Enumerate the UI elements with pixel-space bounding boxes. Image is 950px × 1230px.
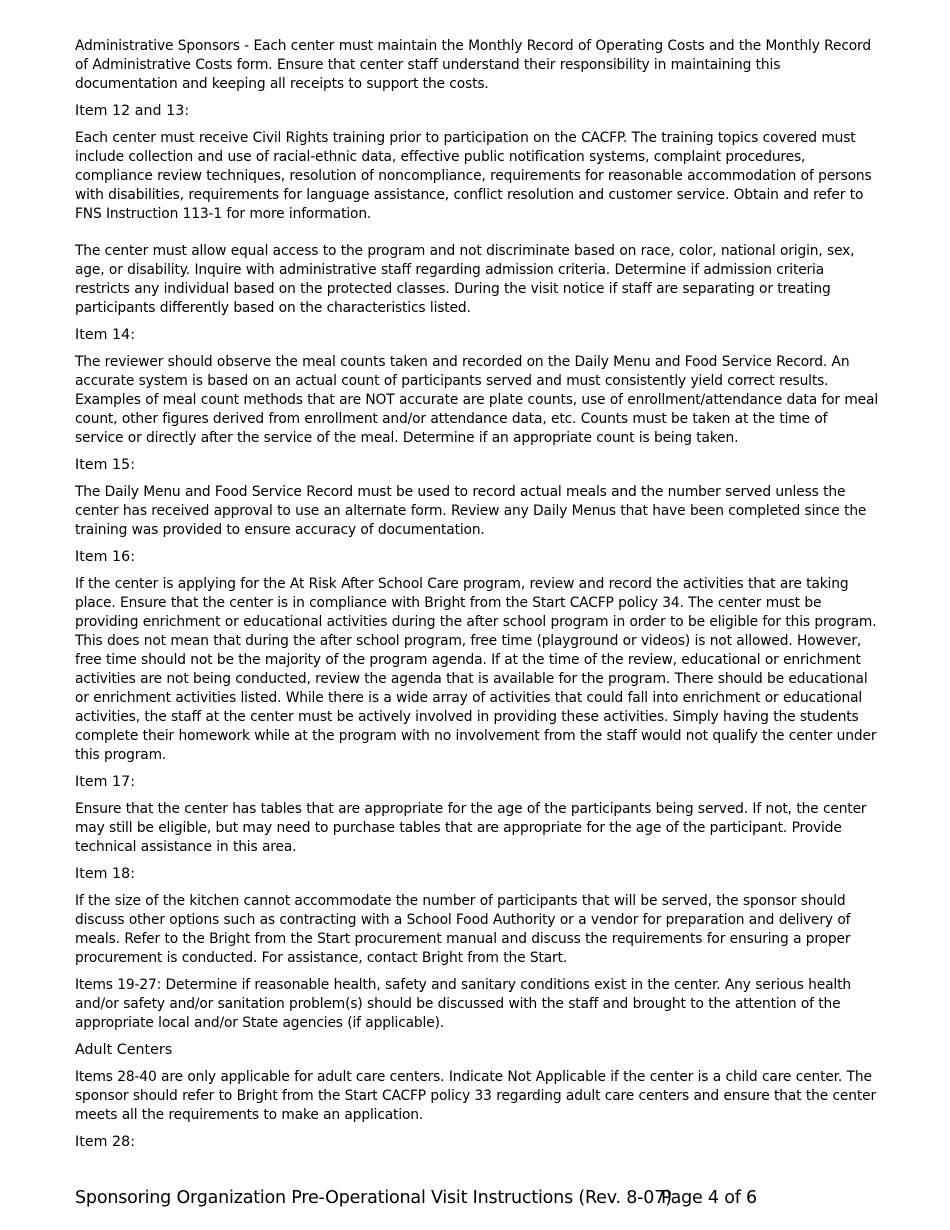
section-heading-item-28: Item 28: [75,1134,136,1150]
footer-title: Sponsoring Organization Pre-Operational Visit Instructions (Rev. 8-07) [75,1188,672,1208]
kitchen-paragraph: If the size of the kitchen cannot accommodate the number of participants that will be served, the sponsor should discuss other options such as contracting with a School Food Authority or a vendor for preparation and delivery of meals. Refer to the Bright from the Start procurement manual and discuss the requirements for ensuring a proper procurement is conducted. For assistance, contact Bright from the Start. [75,893,851,966]
daily-menu-paragraph: The Daily Menu and Food Service Record must be used to record actual meals and the number served unless the center has received approval to use an alternate form. Review any Daily Menus that have been completed since the training was provided to ensure accuracy of documentation. [75,484,867,538]
tables-paragraph: Ensure that the center has tables that are appropriate for the age of the participants being served. If not, the center may still be eligible, but may need to purchase tables that are appropriate for the age of the participant. Provide technical assistance in this area. [75,801,867,855]
civil-rights-paragraph: Each center must receive Civil Rights training prior to participation on the CACFP. The training topics covered must include collection and use of racial-ethnic data, effective public notification systems, complaint procedures, compliance review techniques, resolution of noncompliance, requirements for reasonable accommodation of persons with disabilities, requirements for language assistance, conflict resolution and customer service. Obtain and refer to FNS Instruction 113-1 for more information. [75,130,872,222]
at-risk-paragraph: If the center is applying for the At Risk After School Care program, review and record the activities that are taking place. Ensure that the center is in compliance with Bright from the Start CACFP policy 34. The center must be providing enrichment or educational activities during the after school program in order to be eligible for this program. This does not mean that during the after school program, free time (playground or videos) is not allowed. However, free time should not be the majority of the program agenda. If at the time of the review, educational or enrichment activities are not being conducted, review the agenda that is available for the program. There should be educational or enrichment activities listed. While there is a wide array of activities that could fall into enrichment or educational activities, the staff at the center must be actively involved in providing these activities. Simply having the students complete their homework while at the program with no involvement from the staff would not qualify the center under this program. [75,576,877,763]
section-heading-item-15: Item 15: [75,457,136,473]
intro-paragraph: Administrative Sponsors - Each center must maintain the Monthly Record of Operating Costs and the Monthly Record of Administrative Costs form. Ensure that center staff understand their responsibility in maintaining this documentation and keeping all receipts to support the costs. [75,38,871,92]
document-body [75,37,880,1160]
section-heading-item-17: Item 17: [75,774,136,790]
items-19-27-paragraph: Items 19-27: Determine if reasonable health, safety and sanitary conditions exist in the center. Any serious health and/or safety and/or sanitation problem(s) should be discussed with the staff and brought to the attention of the appropriate local and/or State agencies (if applicable). [75,977,851,1031]
meal-count-paragraph: The reviewer should observe the meal counts taken and recorded on the Daily Menu and Food Service Record. An accurate system is based on an actual count of participants served and must consistently yield correct results. Examples of meal count methods that are NOT accurate are plate counts, use of enrollment/attendance data for meal count, other figures derived from enrollment and/or attendance data, etc. Counts must be taken at the time of service or directly after the service of the meal. Determine if an appropriate count is being taken. [75,354,879,446]
page-number: Page 4 of 6 [661,1188,757,1208]
section-heading-item-12-13: Item 12 and 13: [75,103,190,119]
page-footer [75,1186,875,1210]
equal-access-paragraph: The center must allow equal access to the program and not discriminate based on race, color, national origin, sex, age, or disability. Inquire with administrative staff regarding admission criteria. Determine if admission criteria restricts any individual based on the protected classes. During the visit notice if staff are separating or treating participants differently based on the characteristics listed. [75,243,855,316]
section-heading-item-14: Item 14: [75,327,136,343]
section-heading-item-18: Item 18: [75,866,136,882]
section-heading-item-16: Item 16: [75,549,136,565]
adult-centers-paragraph: Items 28-40 are only applicable for adult care centers. Indicate Not Applicable if the center is a child care center. The sponsor should refer to Bright from the Start CACFP policy 33 regarding adult care centers and ensure that the center meets all the requirements to make an application. [75,1069,876,1123]
section-heading-adult-centers: Adult Centers [75,1042,173,1058]
